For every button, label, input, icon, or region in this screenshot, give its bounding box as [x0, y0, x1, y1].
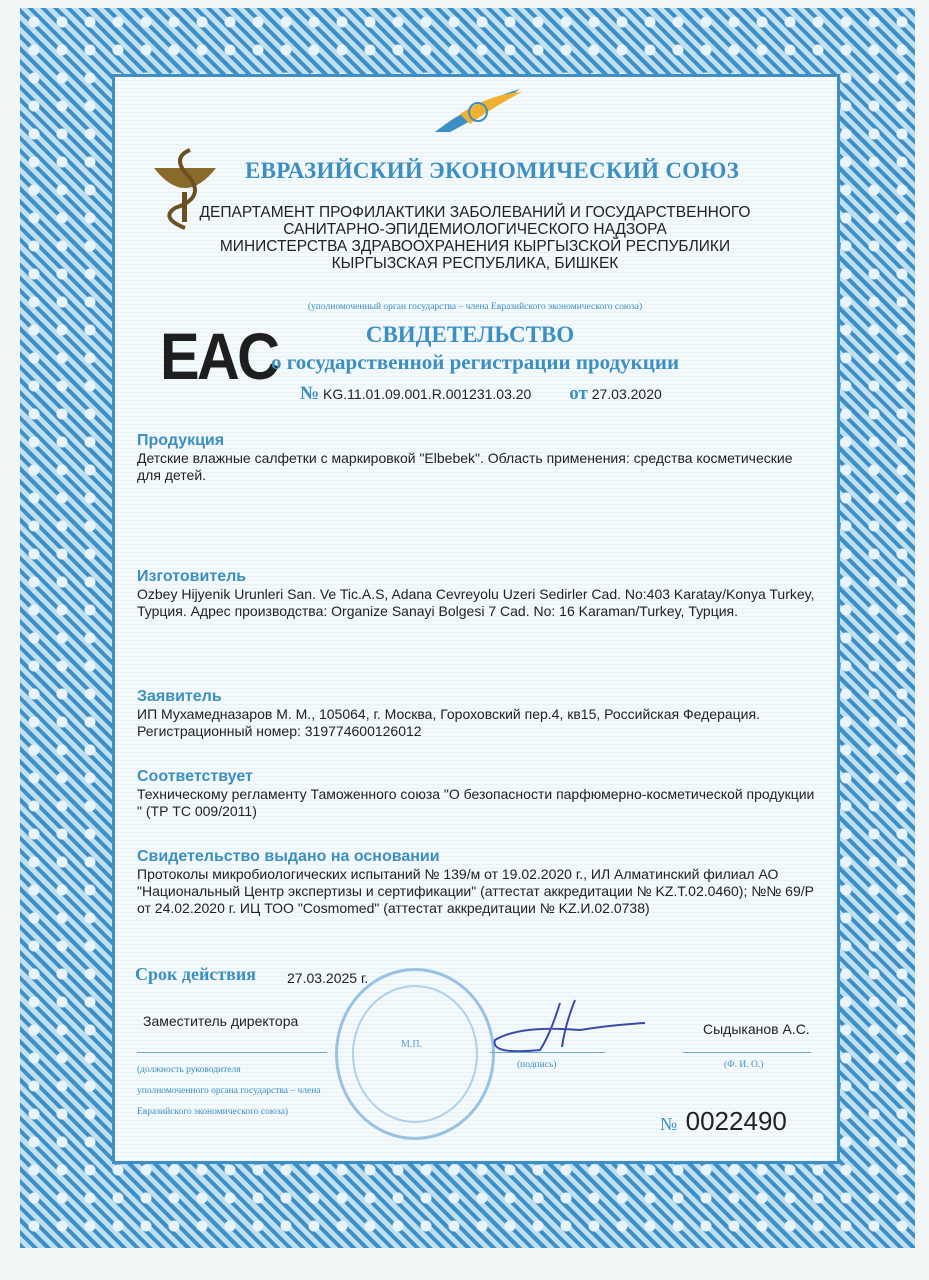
- section-product: [137, 432, 817, 484]
- section-title: Изготовитель: [137, 568, 247, 585]
- authority-note: (уполномоченный орган государства – члена Евразийского экономического союза): [307, 302, 643, 312]
- section-text: ИП Мухамедназаров М. М., 105064, г. Москва, Гороховский пер.4, кв15, Российская Федерация. Регистрационный номер: 319774600126012: [137, 706, 760, 739]
- section-title: Свидетельство выдано на основании: [137, 848, 440, 865]
- section-title: Соответствует: [137, 768, 253, 785]
- caption-line: Евразийского экономического союза): [137, 1107, 289, 1117]
- official-stamp: [335, 968, 495, 1140]
- date-label: от: [569, 383, 588, 404]
- section-basis: [137, 848, 817, 917]
- section-title: Заявитель: [137, 688, 222, 705]
- certificate-date: 27.03.2020: [591, 386, 662, 402]
- form-number-label: №: [660, 1114, 678, 1134]
- section-title: Продукция: [137, 432, 225, 449]
- form-number-value: 0022490: [685, 1106, 787, 1136]
- caption-line: уполномоченного органа государства – члена: [137, 1086, 321, 1096]
- validity-date: 27.03.2025 г.: [287, 970, 369, 986]
- section-conformity: [137, 768, 817, 820]
- section-text: Техническому регламенту Таможенного союза "О безопасности парфюмерно-косметической продукции " (ТР ТС 009/2011): [137, 786, 815, 819]
- section-text: Протоколы микробиологических испытаний № 139/м от 19.02.2020 г., ИЛ Алматинский филиал АО "Национальный Центр экспертизы и сертификации" (аттестат аккредитации № KZ.Т.02.0460); №№ 69/Р от 24.02.2020 г. ИЦ ТОО "Cosmomed" (аттестат аккредитации № KZ.И.02.0738): [137, 866, 814, 916]
- certificate-number: KG.11.01.09.001.R.001231.03.20: [322, 386, 532, 402]
- signature-caption: (подпись): [517, 1060, 557, 1070]
- eac-mark: EAC: [160, 319, 278, 393]
- eaeu-logo: [430, 84, 525, 136]
- form-number: [660, 1106, 787, 1137]
- number-label: №: [300, 383, 320, 404]
- department-line: МИНИСТЕРСТВА ЗДРАВООХРАНЕНИЯ КЫРГЫЗСКОЙ РЕСПУБЛИКИ: [219, 238, 731, 255]
- department-line: ДЕПАРТАМЕНТ ПРОФИЛАКТИКИ ЗАБОЛЕВАНИЙ И ГОСУДАРСТВЕННОГО: [199, 204, 751, 221]
- name-caption: (Ф. И. О.): [724, 1060, 764, 1070]
- department-line: КЫРГЫЗСКАЯ РЕСПУБЛИКА, БИШКЕК: [331, 255, 619, 272]
- signatory-position: Заместитель директора: [143, 1013, 299, 1029]
- signatory-name: Сыдыканов А.С.: [703, 1021, 810, 1037]
- validity-label: Срок действия: [135, 964, 257, 984]
- section-text: Детские влажные салфетки с маркировкой "Elbebek". Область применения: средства косметические для детей.: [137, 450, 793, 483]
- department-name: [150, 204, 800, 272]
- section-manufacturer: [137, 568, 817, 620]
- position-caption: [137, 1060, 321, 1123]
- certificate-number-row: [300, 383, 662, 405]
- certificate-subtitle: о государственной регистрации продукции: [270, 350, 680, 374]
- certificate-title: СВИДЕТЕЛЬСТВО: [365, 322, 575, 347]
- union-title: ЕВРАЗИЙСКИЙ ЭКОНОМИЧЕСКИЙ СОЮЗ: [245, 158, 740, 183]
- section-applicant: [137, 688, 817, 740]
- signature: [480, 995, 650, 1055]
- caption-line: (должность руководителя: [137, 1065, 241, 1075]
- department-line: САНИТАРНО-ЭПИДЕМИОЛОГИЧЕСКОГО НАДЗОРА: [283, 221, 667, 238]
- section-text: Ozbey Hijyenik Urunleri San. Ve Tic.A.S, Adana Cevreyolu Uzeri Sedirler Cad. No:403 Karatay/Konya Turkey, Турция. Адрес производства: Organize Sanayi Bolgesi 7 Cad. No: 16 Karaman/Turkey, Турция.: [137, 586, 815, 619]
- stamp-caption: М.П.: [401, 1039, 423, 1050]
